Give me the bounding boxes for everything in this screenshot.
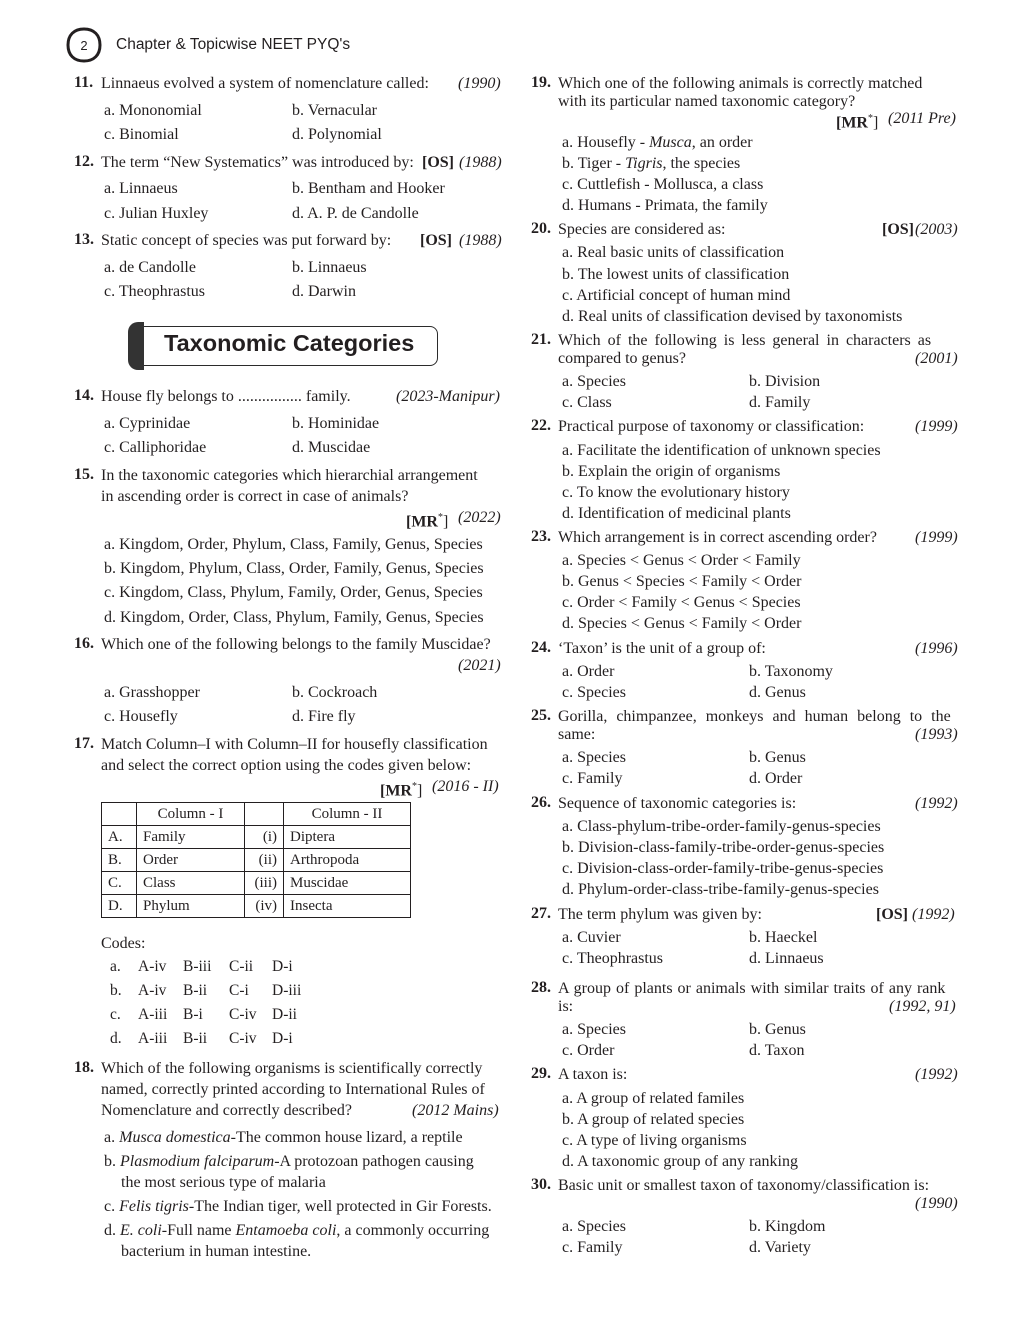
question-source: (2001) — [915, 350, 958, 367]
question-text-line3: Nomenclature and correctly described? — [101, 1102, 352, 1119]
question-source: (1992, 91) — [889, 998, 956, 1015]
column-2-header: Column - II — [284, 803, 411, 826]
question-source: (1996) — [915, 640, 958, 657]
question-number: 15. — [74, 466, 94, 483]
question-number: 12. — [74, 153, 94, 170]
option-c: c. Kingdom, Class, Phylum, Family, Order, Genus, Species — [104, 584, 483, 601]
question-number: 21. — [531, 331, 551, 348]
table-cell — [245, 803, 284, 826]
option-d: d. Phylum-order-class-tribe-family-genus-species — [562, 881, 879, 898]
option-b: b. Hominidae — [292, 415, 380, 432]
question-source: (2011 Pre) — [888, 110, 956, 127]
option-a — [104, 1128, 463, 1148]
question-text-line1: Gorilla, chimpanzee, monkeys and human belong to the — [558, 708, 951, 725]
option-a: a. Kingdom, Order, Phylum, Class, Family, Genus, Species — [104, 536, 483, 553]
option-d: d. Linnaeus — [749, 950, 824, 967]
option-b: b. Genus — [749, 1021, 806, 1038]
question-source: (1993) — [915, 726, 958, 743]
option-a: a. Species — [562, 1218, 626, 1235]
option-b: b. Cockroach — [292, 684, 378, 701]
banner-accent-bar — [128, 322, 144, 370]
question-text: A taxon is: — [558, 1066, 628, 1083]
code-letter: d. — [110, 1030, 122, 1047]
option-d: d. Muscidae — [292, 439, 371, 456]
option-text: -The Indian tiger, well protected in Gir Forests. — [188, 1198, 492, 1215]
code-item: A-iv — [138, 958, 167, 975]
tag-star: * — [437, 512, 443, 523]
option-a: a. Species — [562, 1021, 626, 1038]
option-b — [562, 154, 740, 174]
option-a: a. Species < Genus < Order < Family — [562, 552, 801, 569]
question-number: 27. — [531, 905, 551, 922]
tag-end: ] — [872, 114, 879, 132]
option-c: c. Order < Family < Genus < Species — [562, 594, 801, 611]
question-text-line2: same: — [558, 726, 596, 743]
question-source: (2023-Manipur) — [396, 388, 500, 405]
column-1-cell: Order — [137, 849, 245, 872]
option-letter: a. — [104, 1129, 116, 1146]
option-a: a. Class-phylum-tribe-order-family-genus-species — [562, 818, 881, 835]
code-item: B-iii — [183, 958, 212, 975]
question-number: 18. — [74, 1059, 94, 1076]
code-item: A-iii — [138, 1030, 168, 1047]
question-text: The term “New Systematics” was introduced by: — [101, 154, 414, 171]
option-a: a. Cyprinidae — [104, 415, 191, 432]
question-text-line2: is: — [558, 998, 574, 1015]
question-text: House fly belongs to ................ family. — [101, 388, 351, 405]
question-tag: [OS] — [876, 906, 908, 923]
codes-list — [110, 955, 301, 1051]
option-c — [104, 1197, 492, 1217]
table-row — [102, 849, 411, 872]
column-2-cell: Muscidae — [284, 872, 411, 895]
code-item: C-i — [229, 982, 249, 999]
page-number: 2 — [80, 38, 88, 53]
question-text: Static concept of species was put forward by: — [101, 232, 392, 249]
row-numeral: (iv) — [245, 895, 284, 918]
question-source: (2003) — [915, 221, 958, 238]
question-text: Which arrangement is in correct ascending order? — [558, 529, 877, 546]
option-d: d. Humans - Primata, the family — [562, 197, 768, 214]
tag-star: * — [867, 113, 873, 124]
question-number: 22. — [531, 417, 551, 434]
row-numeral: (i) — [245, 826, 284, 849]
option-d: d. Genus — [749, 684, 806, 701]
option-d: d. Fire fly — [292, 708, 356, 725]
option-b: b. Vernacular — [292, 102, 377, 119]
species-name: Musca — [649, 134, 692, 151]
question-number: 30. — [531, 1176, 551, 1193]
column-2-cell: Diptera — [284, 826, 411, 849]
question-tag — [836, 109, 878, 133]
species-name: Entamoeba coli — [235, 1222, 337, 1239]
question-tag: [OS] — [422, 154, 454, 171]
option-a: a. Linnaeus — [104, 180, 178, 197]
question-source: (1992) — [912, 906, 955, 923]
row-label: D. — [102, 895, 137, 918]
option-b: b. Explain the origin of organisms — [562, 463, 781, 480]
question-source: (1988) — [459, 232, 502, 249]
column-1-header: Column - I — [137, 803, 245, 826]
question-source: (1999) — [915, 418, 958, 435]
tag-star: * — [411, 781, 417, 792]
question-text: Which one of the following belongs to the family Muscidae? — [101, 636, 491, 653]
option-a: a. de Candolle — [104, 259, 196, 276]
tag-text: [MR — [836, 114, 868, 132]
section-title: Taxonomic Categories — [164, 330, 415, 356]
question-number: 16. — [74, 635, 94, 652]
option-d: d. Identification of medicinal plants — [562, 505, 791, 522]
code-item: C-ii — [229, 958, 254, 975]
column-1-cell: Phylum — [137, 895, 245, 918]
question-text: Linnaeus evolved a system of nomenclature called: — [101, 75, 429, 92]
option-b: b. Haeckel — [749, 929, 818, 946]
question-text-line1: Which of the following is less general in characters as — [558, 332, 932, 349]
option-text: , an order — [691, 134, 753, 151]
question-text-line2: with its particular named taxonomic category? — [558, 93, 856, 110]
tag-text: [MR — [406, 513, 438, 531]
table-row — [102, 895, 411, 918]
code-item: B-i — [183, 1006, 203, 1023]
question-text-line2: in ascending order is correct in case of animals? — [101, 488, 409, 505]
option-c: c. Family — [562, 1239, 623, 1256]
option-c: c. Theophrastus — [104, 283, 206, 300]
question-number: 13. — [74, 231, 94, 248]
code-item: D-ii — [272, 1006, 297, 1023]
option-d: d. A taxonomic group of any ranking — [562, 1153, 798, 1170]
code-item: B-ii — [183, 982, 208, 999]
table-cell — [102, 803, 137, 826]
code-item: D-i — [272, 1030, 293, 1047]
question-number: 20. — [531, 220, 551, 237]
question-text-line1: In the taxonomic categories which hierarchial arrangement — [101, 467, 478, 484]
question-number: 19. — [531, 74, 551, 91]
row-label: A. — [102, 826, 137, 849]
page-number-badge — [66, 27, 102, 63]
option-b: b. Genus — [749, 749, 806, 766]
option-c: c. Housefly — [104, 708, 178, 725]
option-b: b. Kingdom, Phylum, Class, Order, Family, Genus, Species — [104, 560, 484, 577]
code-row — [110, 955, 301, 979]
question-text: The term phylum was given by: — [558, 906, 762, 923]
option-d: d. Order — [749, 770, 803, 787]
row-label: B. — [102, 849, 137, 872]
tag-end: ] — [416, 782, 423, 800]
option-b: b. Division-class-family-tribe-order-genus-species — [562, 839, 885, 856]
match-table — [101, 802, 411, 918]
option-a: a. Order — [562, 663, 615, 680]
question-number: 23. — [531, 528, 551, 545]
option-b: b. Bentham and Hooker — [292, 180, 445, 197]
option-a: a. Species — [562, 373, 626, 390]
question-number: 11. — [74, 74, 94, 91]
code-row — [110, 979, 301, 1003]
option-text: , a commonly occurring — [336, 1222, 490, 1239]
option-a: a. Facilitate the identification of unknown species — [562, 442, 881, 459]
question-text-line2: and select the correct option using the codes given below: — [101, 757, 472, 774]
species-name: Tigris — [625, 155, 663, 172]
option-c: c. Theophrastus — [562, 950, 664, 967]
question-text-line1: Match Column–I with Column–II for housefly classification — [101, 736, 488, 753]
row-numeral: (iii) — [245, 872, 284, 895]
tag-text: [MR — [380, 782, 412, 800]
option-text: b. Tiger - — [562, 155, 622, 172]
option-text: -The common house lizard, a reptile — [230, 1129, 463, 1146]
question-source: (1990) — [915, 1195, 958, 1212]
option-text: -Full name — [161, 1222, 232, 1239]
option-text: -A protozoan pathogen causing — [274, 1153, 474, 1170]
code-row — [110, 1027, 301, 1051]
species-name: E. coli — [120, 1222, 162, 1239]
question-source: (1988) — [459, 154, 502, 171]
question-text-line1: Which one of the following animals is correctly matched — [558, 75, 923, 92]
question-number: 14. — [74, 387, 94, 404]
codes-label: Codes: — [101, 935, 146, 952]
option-c: c. Binomial — [104, 126, 179, 143]
row-label: C. — [102, 872, 137, 895]
question-tag: [OS] — [882, 221, 914, 238]
option-c: c. Division-class-order-family-tribe-genus-species — [562, 860, 884, 877]
code-row — [110, 1003, 301, 1027]
option-d — [104, 1221, 489, 1241]
code-item: C-iv — [229, 1006, 257, 1023]
option-c: c. A type of living organisms — [562, 1132, 747, 1149]
tag-end: ] — [442, 513, 449, 531]
question-text: ‘Taxon’ is the unit of a group of: — [558, 640, 766, 657]
option-d: d. Darwin — [292, 283, 356, 300]
option-d: d. Polynomial — [292, 126, 382, 143]
option-c: c. Species — [562, 684, 626, 701]
chapter-header-title: Chapter & Topicwise NEET PYQ's — [116, 36, 351, 53]
question-text-line1: Which of the following organisms is scientifically correctly — [101, 1060, 483, 1077]
question-text-line1: A group of plants or animals with similar traits of any rank — [558, 980, 946, 997]
option-a: a. Mononomial — [104, 102, 202, 119]
column-1-cell: Family — [137, 826, 245, 849]
option-d: d. Kingdom, Order, Class, Phylum, Family, Genus, Species — [104, 609, 484, 626]
code-item: D-i — [272, 958, 293, 975]
option-d-line2: bacterium in human intestine. — [121, 1243, 312, 1260]
option-c: c. Family — [562, 770, 623, 787]
option-c: c. Calliphoridae — [104, 439, 207, 456]
option-a: a. Cuvier — [562, 929, 621, 946]
option-b — [104, 1152, 474, 1172]
table-header-row — [102, 803, 411, 826]
option-b-line2: the most serious type of malaria — [121, 1174, 326, 1191]
option-letter: b. — [104, 1153, 116, 1170]
code-item: B-ii — [183, 1030, 208, 1047]
code-letter: a. — [110, 958, 121, 975]
option-c: c. To know the evolutionary history — [562, 484, 790, 501]
code-letter: c. — [110, 1006, 121, 1023]
column-2-cell: Insecta — [284, 895, 411, 918]
question-tag: [OS] — [420, 232, 452, 249]
column-1-cell: Class — [137, 872, 245, 895]
question-number: 29. — [531, 1065, 551, 1082]
option-c: c. Order — [562, 1042, 615, 1059]
option-a: a. Grasshopper — [104, 684, 200, 701]
code-letter: b. — [110, 982, 122, 999]
question-source: (1990) — [458, 75, 501, 92]
option-c: c. Class — [562, 394, 612, 411]
code-item: D-iii — [272, 982, 302, 999]
code-item: A-iv — [138, 982, 167, 999]
question-number: 24. — [531, 639, 551, 656]
question-text: Sequence of taxonomic categories is: — [558, 795, 797, 812]
question-text: Basic unit or smallest taxon of taxonomy/classification is: — [558, 1177, 930, 1194]
question-number: 28. — [531, 979, 551, 996]
option-d: d. Variety — [749, 1239, 811, 1256]
option-d: d. Species < Genus < Family < Order — [562, 615, 802, 632]
question-text: Practical purpose of taxonomy or classification: — [558, 418, 865, 435]
species-name: Plasmodium falciparum — [120, 1153, 275, 1170]
question-number: 26. — [531, 794, 551, 811]
option-letter: c. — [104, 1198, 116, 1215]
option-b: b. Kingdom — [749, 1218, 826, 1235]
option-b: b. Taxonomy — [749, 663, 833, 680]
species-name: Musca domestica — [119, 1129, 231, 1146]
option-d: d. Family — [749, 394, 811, 411]
option-text: , the species — [662, 155, 741, 172]
question-source: (2016 - II) — [432, 778, 499, 795]
option-b: b. A group of related species — [562, 1111, 745, 1128]
question-source: (1999) — [915, 529, 958, 546]
section-banner — [128, 322, 440, 370]
row-numeral: (ii) — [245, 849, 284, 872]
question-source: (1992) — [915, 1066, 958, 1083]
table-row — [102, 872, 411, 895]
question-number: 25. — [531, 707, 551, 724]
option-c: c. Cuttlefish - Mollusca, a class — [562, 176, 764, 193]
option-a: a. Real basic units of classification — [562, 244, 785, 261]
option-d: d. A. P. de Candolle — [292, 205, 419, 222]
option-a: a. Species — [562, 749, 626, 766]
option-a — [562, 133, 753, 153]
option-c: c. Julian Huxley — [104, 205, 209, 222]
question-number: 17. — [74, 735, 94, 752]
option-d: d. Taxon — [749, 1042, 805, 1059]
code-item: C-iv — [229, 1030, 257, 1047]
question-source: (2022) — [458, 509, 501, 526]
option-b: b. Division — [749, 373, 821, 390]
option-b: b. The lowest units of classification — [562, 266, 790, 283]
code-item: A-iii — [138, 1006, 168, 1023]
table-row — [102, 826, 411, 849]
question-text-line2: compared to genus? — [558, 350, 686, 367]
species-name: Felis tigris — [119, 1198, 189, 1215]
question-source: (2012 Mains) — [412, 1102, 499, 1119]
question-text: Species are considered as: — [558, 221, 726, 238]
option-a: a. A group of related familes — [562, 1090, 745, 1107]
question-text-line2: named, correctly printed according to International Rules of — [101, 1081, 485, 1098]
question-tag — [406, 508, 448, 532]
question-tag — [380, 777, 422, 801]
option-b: b. Linnaeus — [292, 259, 367, 276]
option-d: d. Real units of classification devised by taxonomists — [562, 308, 903, 325]
column-2-cell: Arthropoda — [284, 849, 411, 872]
option-b: b. Genus < Species < Family < Order — [562, 573, 802, 590]
question-source: (2021) — [458, 657, 501, 674]
option-letter: d. — [104, 1222, 116, 1239]
option-text: a. Housefly - — [562, 134, 646, 151]
option-c: c. Artificial concept of human mind — [562, 287, 791, 304]
question-source: (1992) — [915, 795, 958, 812]
